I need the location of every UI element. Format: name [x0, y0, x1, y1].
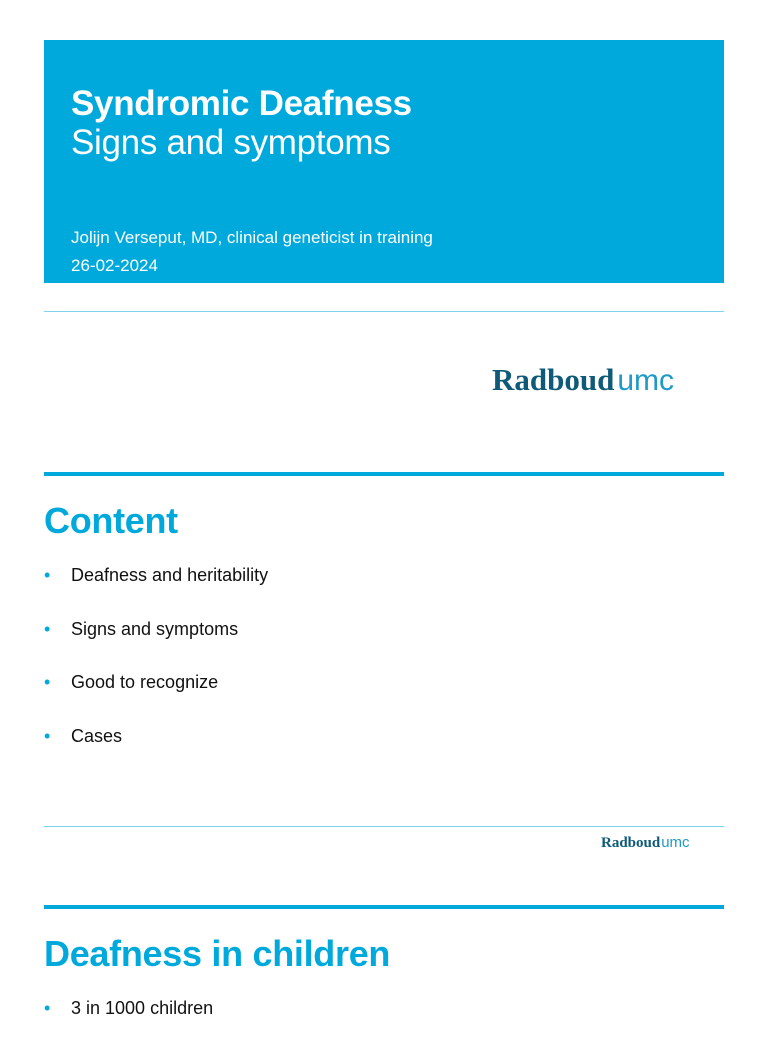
bullet-text: Signs and symptoms	[71, 618, 239, 639]
bullet-icon: •	[44, 725, 51, 746]
bullet-icon: •	[44, 618, 51, 639]
title-block	[44, 40, 724, 283]
list-item	[44, 672, 268, 726]
bullet-text: Deafness and heritability	[71, 565, 269, 585]
list-item	[44, 726, 268, 780]
logo-text-radboud: Radboud	[601, 835, 661, 851]
radboudumc-logo	[492, 362, 674, 398]
bullet-text: 3 in 1000 children	[71, 998, 214, 1018]
bullet-text: Good to recognize	[71, 672, 219, 692]
logo-text-umc: umc	[661, 834, 690, 851]
slide2-top-rule	[44, 472, 724, 476]
logo-text-umc: umc	[617, 364, 675, 397]
list-item	[44, 619, 268, 673]
slide3-top-rule	[44, 905, 724, 909]
slide2-footer-divider	[44, 826, 724, 827]
presentation-date: 26-02-2024	[71, 256, 158, 275]
slide-title: Syndromic Deafness	[71, 84, 412, 123]
bullet-icon: •	[44, 998, 51, 1018]
list-item	[44, 565, 268, 619]
bullet-icon: •	[44, 565, 51, 585]
radboudumc-logo-small	[601, 834, 690, 852]
slide-subtitle: Signs and symptoms	[71, 123, 391, 162]
bullet-text: Cases	[71, 725, 123, 746]
content-bullet-list	[44, 565, 268, 779]
list-item	[44, 998, 213, 1052]
deafness-heading: Deafness in children	[44, 933, 391, 974]
slide1-footer-divider	[44, 311, 724, 312]
content-heading: Content	[44, 500, 178, 541]
bullet-icon: •	[44, 672, 51, 692]
deafness-bullet-list	[44, 998, 213, 1052]
author-line: Jolijn Verseput, MD, clinical geneticist in training	[71, 228, 433, 247]
logo-text-radboud: Radboud	[492, 362, 615, 397]
